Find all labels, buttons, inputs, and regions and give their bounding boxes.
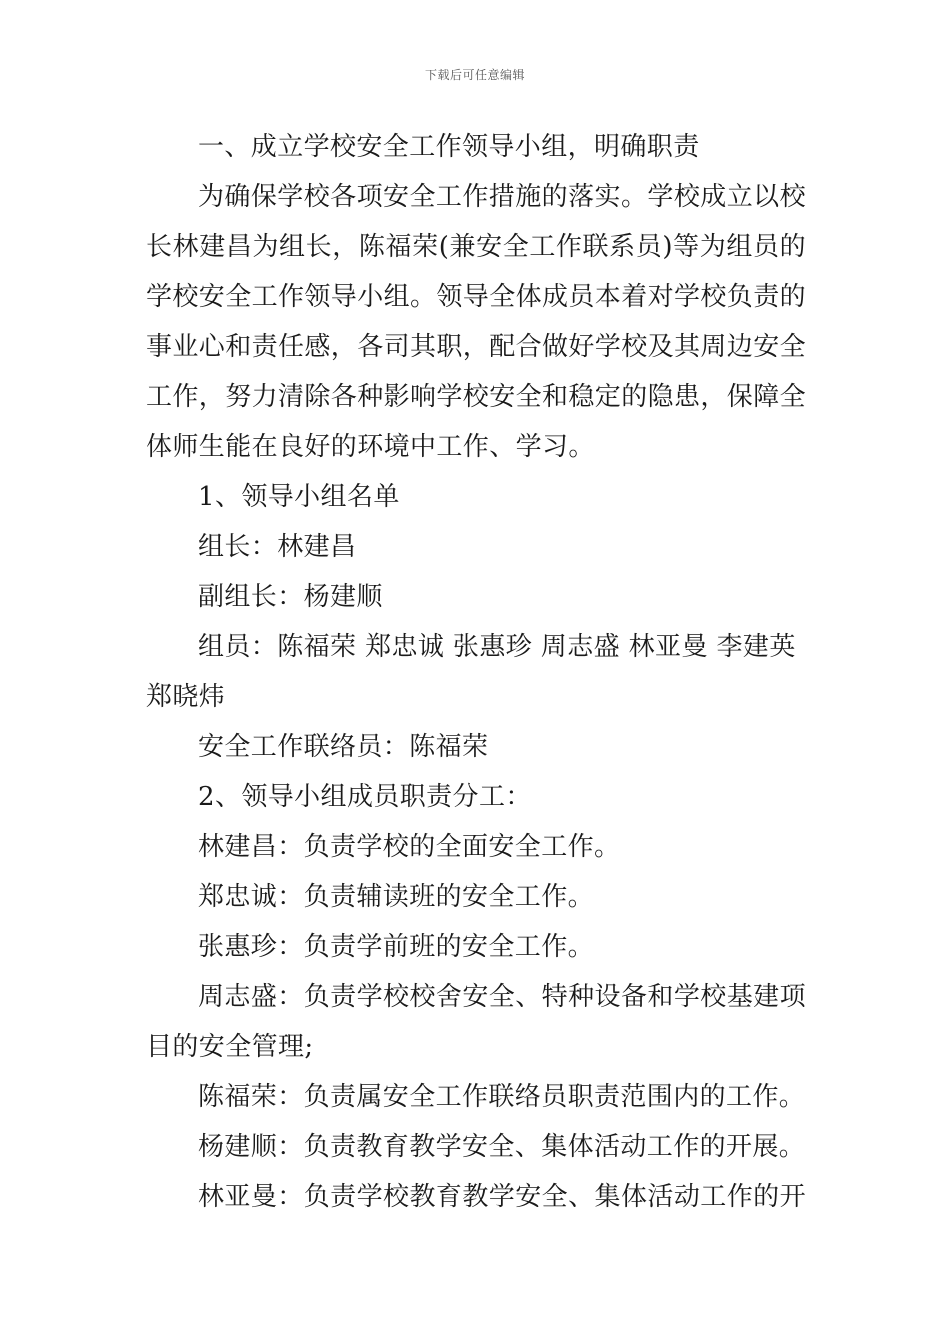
paragraph-line: 事业心和责任感，各司其职，配合做好学校及其周边安全 [146,332,807,362]
duty-line: 陈福荣：负责属安全工作联络员职责范围内的工作。 [198,1082,806,1112]
duty-line: 林亚曼：负责学校教育教学安全、集体活动工作的开 [198,1182,806,1212]
duty-line: 张惠珍：负责学前班的安全工作。 [198,932,595,962]
paragraph-line: 体师生能在良好的环境中工作、学习。 [146,432,595,462]
members-line-continued: 郑晓炜 [146,682,226,712]
paragraph-line: 长林建昌为组长，陈福荣(兼安全工作联系员)等为组员的 [146,232,806,262]
duty-line: 周志盛：负责学校校舍安全、特种设备和学校基建项 [198,982,806,1012]
leader-line: 组长：林建昌 [198,532,357,562]
liaison-line: 安全工作联络员：陈福荣 [198,732,489,762]
page-header-note: 下载后可任意编辑 [424,68,525,82]
paragraph-line: 学校安全工作领导小组。领导全体成员本着对学校负责的 [146,282,807,312]
duty-line: 林建昌：负责学校的全面安全工作。 [198,832,621,862]
subsection-heading: 2、领导小组成员职责分工： [198,782,532,812]
duty-line: 郑忠诚：负责辅读班的安全工作。 [198,882,595,912]
duty-line: 杨建顺：负责教育教学安全、集体活动工作的开展。 [198,1132,806,1162]
paragraph-line: 为确保学校各项安全工作措施的落实。学校成立以校 [198,182,806,212]
duty-line-continued: 目的安全管理; [146,1032,314,1062]
subsection-heading: 1、领导小组名单 [198,482,400,512]
document-body [146,122,806,1222]
section-heading: 一、成立学校安全工作领导小组，明确职责 [198,132,700,162]
paragraph-line: 工作，努力清除各种影响学校安全和稳定的隐患，保障全 [146,382,807,412]
deputy-leader-line: 副组长：杨建顺 [198,582,383,612]
members-line: 组员：陈福荣 郑忠诚 张惠珍 周志盛 林亚曼 李建英 [198,632,796,662]
